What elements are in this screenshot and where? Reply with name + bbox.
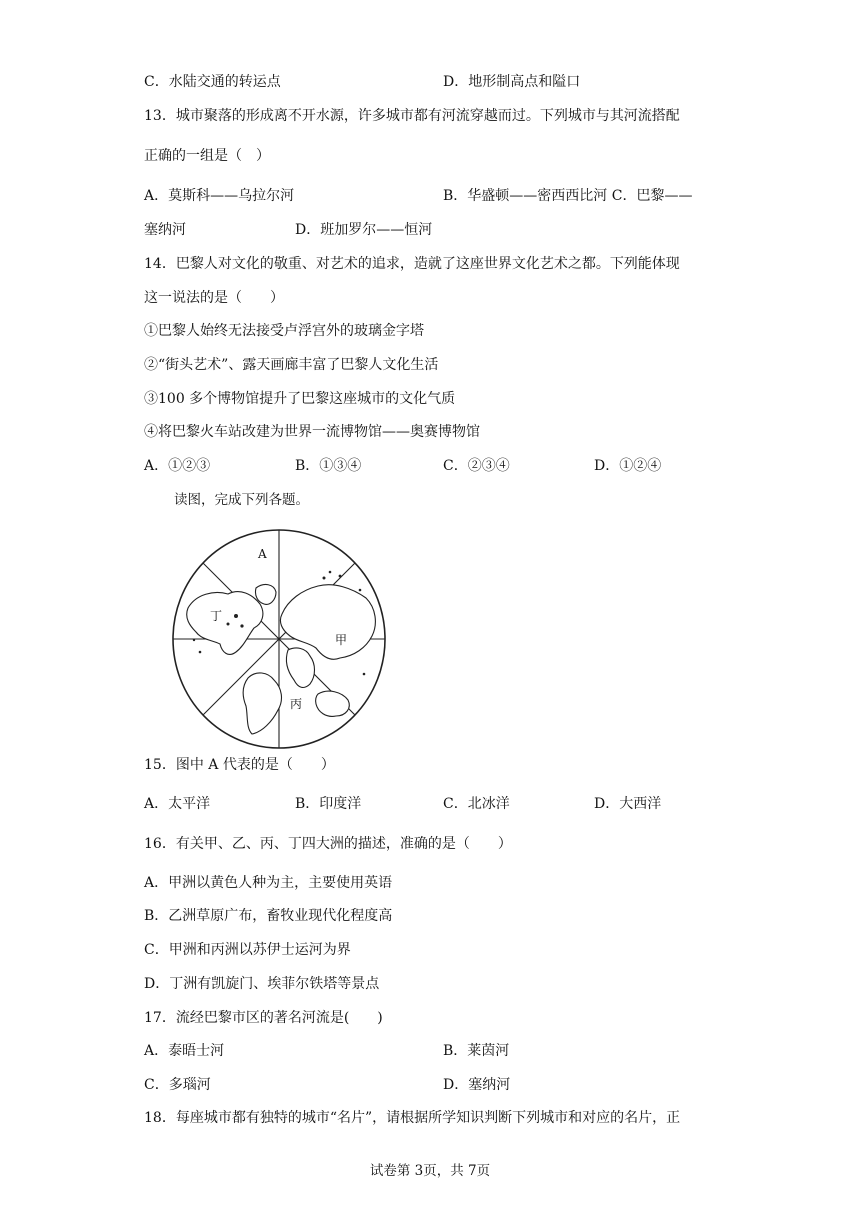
q15-option-b: B．印度洋 [295,796,362,812]
q17-option-c: C．多瑙河 [144,1077,211,1093]
q16-option-a: A．甲洲以黄色人种为主，主要使用英语 [144,875,393,891]
q14-option-d: D．①②④ [594,458,662,474]
q16-option-b: B．乙洲草原广布，畜牧业现代化程度高 [144,908,393,924]
q14-item-4: ④将巴黎火车站改建为世界一流博物馆——奥赛博物馆 [144,424,480,440]
q16-option-c: C．甲洲和丙洲以苏伊士运河为界 [144,942,351,958]
polar-globe-map [170,528,388,750]
q17-option-a: A．泰晤士河 [144,1043,225,1059]
q17-option-b: B．莱茵河 [443,1043,510,1059]
map-label-a: A [258,547,267,561]
q14-item-3: ③100 多个博物馆提升了巴黎这座城市的文化气质 [144,391,456,407]
q12-option-d: D．地形制高点和隘口 [443,74,581,90]
q15-option-d: D．大西洋 [594,796,662,812]
q13-option-d: D．班加罗尔——恒河 [295,222,433,238]
page-footer: 试卷第 3页，共 7页 [369,1163,491,1179]
map-label-jia: 甲 [335,633,348,647]
q13-stem-line2: 正确的一组是（ ） [144,148,270,164]
q13-option-b-c: B．华盛顿——密西西比河 C．巴黎—— [443,188,693,204]
q15-option-a: A．太平洋 [144,796,211,812]
q14-item-2: ②“街头艺术”、露天画廊丰富了巴黎人文化生活 [144,357,439,373]
q12-option-c: C．水陆交通的转运点 [144,74,281,90]
q17-option-d: D．塞纳河 [443,1077,511,1093]
map-label-ding: 丁 [210,609,223,623]
q14-option-a: A．①②③ [144,458,211,474]
q18-stem-line1: 18．每座城市都有独特的城市“名片”，请根据所学知识判断下列城市和对应的名片，正 [144,1110,681,1126]
q15-option-c: C．北冰洋 [443,796,510,812]
q13-option-a: A．莫斯科——乌拉尔河 [144,188,295,204]
q14-stem-line1: 14．巴黎人对文化的敬重、对艺术的追求，造就了这座世界文化艺术之都。下列能体现 [144,256,680,272]
q14-stem-line2: 这一说法的是（ ） [144,290,284,306]
q14-option-b: B．①③④ [295,458,362,474]
q13-stem-line1: 13．城市聚落的形成离不开水源，许多城市都有河流穿越而过。下列城市与其河流搭配 [144,108,680,124]
q15-stem: 15．图中 A 代表的是（ ） [144,757,335,773]
q17-stem: 17．流经巴黎市区的著名河流是( ) [144,1010,383,1026]
q16-stem: 16．有关甲、乙、丙、丁四大洲的描述，准确的是（ ） [144,836,512,852]
q14-item-1: ①巴黎人始终无法接受卢浮宫外的玻璃金字塔 [144,323,424,339]
map-intro: 读图，完成下列各题。 [174,492,309,508]
q13-option-c-cont: 塞纳河 [144,222,186,238]
q14-option-c: C．②③④ [443,458,510,474]
continent-shapes [187,585,376,734]
q16-option-d: D．丁洲有凯旋门、埃菲尔铁塔等景点 [144,976,380,992]
map-label-bing: 丙 [290,697,303,711]
